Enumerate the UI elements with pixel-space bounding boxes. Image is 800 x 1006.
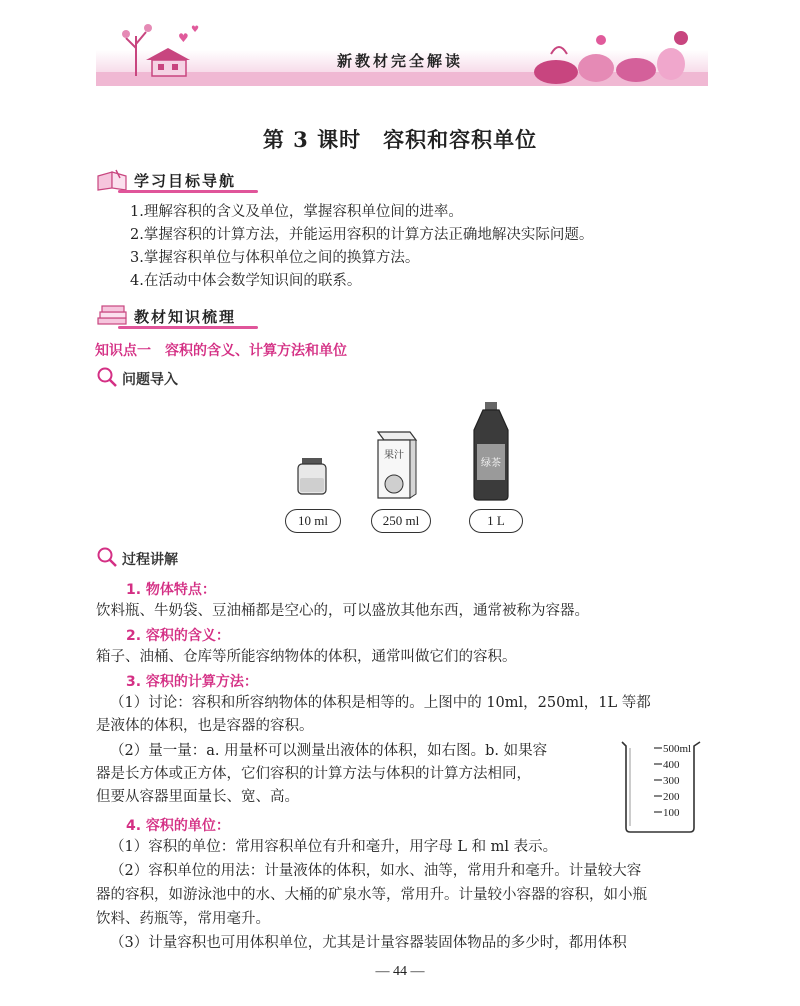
process-heading: 过程讲解 [122,552,178,568]
svg-text:500ml: 500ml [663,743,692,755]
s3-line: 但要从容器里面量长、宽、高。 [96,789,299,805]
s2-text: 箱子、油桶、仓库等所能容纳物体的体积，通常叫做它们的容积。 [96,649,517,665]
s4-line: 饮料、药瓶等，常用毫升。 [96,911,270,927]
s3-title: 3. 容积的计算方法： [126,674,258,690]
svg-text:♥: ♥ [191,25,200,35]
banner-title: 新教材完全解读 [336,52,463,70]
volume-label: 1 L [469,509,523,533]
goal-item: 1.理解容积的含义及单位，掌握容积单位间的进率。 [130,204,463,220]
svg-text:400: 400 [663,759,680,771]
svg-text:200: 200 [663,791,680,803]
small-bottle-icon [298,458,326,494]
s3-line: （1）讨论：容积和所容纳物体的体积是相等的。上图中的 10ml，250ml，1L 等都 [110,695,651,711]
s3-line: 是液体的体积，也是容器的容积。 [96,718,314,734]
measuring-beaker [616,736,708,836]
knowledge-heading: 教材知识梳理 [134,308,237,326]
s3-line: 器是长方体或正方体，它们容积的计算方法与体积的计算方法相同， [96,766,531,782]
s4-line: （3）计量容积也可用体积单位，尤其是计量容器装固体物品的多少时，都用体积 [110,935,627,951]
goals-heading: 学习目标导航 [134,172,237,190]
knowledge-point-title: 知识点一 容积的含义、计算方法和单位 [95,343,347,359]
goal-item: 3.掌握容积单位与体积单位之间的换算方法。 [130,250,420,266]
s4-line: 器的容积，如游泳池中的水、大桶的矿泉水等，常用升。计量较小容器的容积，如小瓶 [96,887,647,903]
s4-line: （2）容积单位的用法：计量液体的体积，如水、油等，常用升和毫升。计量较大容 [110,863,642,879]
intro-heading: 问题导入 [122,372,178,388]
s3-line: （2）量一量：a. 用量杯可以测量出液体的体积，如右图。b. 如果容 [110,743,548,759]
page-title: 第 3 课时 容积和容积单位 [262,127,538,152]
books-icon [96,304,130,328]
s4-title: 4. 容积的单位： [126,818,230,834]
svg-text:100: 100 [663,807,680,819]
heart-icon: ♥ [178,31,189,45]
magnifier-icon [96,366,118,388]
s1-text: 饮料瓶、牛奶袋、豆油桶都是空心的，可以盛放其他东西，通常被称为容器。 [96,603,589,619]
magnifier-icon [96,546,118,568]
goal-item: 4.在活动中体会数学知识间的联系。 [130,273,362,289]
s2-title: 2. 容积的含义： [126,628,230,644]
svg-text:果汁: 果汁 [384,450,404,461]
s1-title: 1. 物体特点： [126,582,216,598]
book-icon [96,168,130,192]
s4-line: （1）容积的单位：常用容积单位有升和毫升，用字母 L 和 ml 表示。 [110,839,558,855]
goal-item: 2.掌握容积的计算方法，并能运用容积的计算方法正确地解决实际问题。 [130,227,594,243]
volume-label: 10 ml [285,509,341,533]
svg-text:300: 300 [663,775,680,787]
svg-text:绿茶: 绿茶 [481,458,501,469]
knowledge-underline [118,326,258,329]
page-number: — 44 — [375,964,425,979]
containers-illustration [290,400,540,504]
goals-underline [118,190,258,193]
milk-carton-icon [378,432,416,498]
tea-bottle-icon [474,402,508,500]
volume-label: 250 ml [371,509,431,533]
